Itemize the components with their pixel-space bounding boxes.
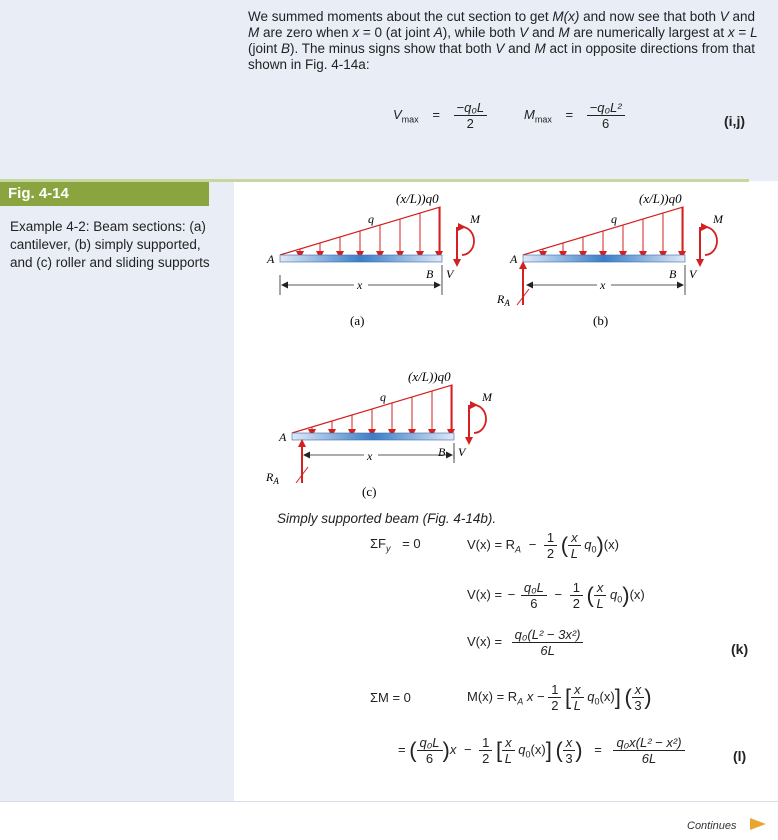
beam-figure [240, 185, 760, 505]
equation-vmax: $V_{max}$ = $\frac{\text{−q₀L}}{2}$ [393, 100, 487, 131]
equation-k3: V(x) = $\frac{\text{q₀(L² − 3x²)}}{6L}$ [467, 627, 583, 658]
v-label-b: V [689, 267, 697, 281]
equation-l2: = ( $\frac{\text{q₀L}}{6}$ )x − $\frac{1}{2}$ [ $\frac{x}{L}$ $q_0(x)$] ( $\frac{x}{3}$ ) = $\frac{\text{q₀x(L² − x²)}}{6L}$ [398, 735, 685, 766]
ra-label-c: $R_A$ [266, 470, 279, 486]
a-label-b: A [510, 252, 518, 266]
equation-mmax: $M_{max}$ = $\frac{\text{−q₀L²}}{6}$ [524, 100, 625, 131]
continues-arrow-icon[interactable] [750, 818, 766, 830]
sublabel-c: (c) [362, 484, 377, 499]
equation-number-ij: (i,j) [724, 113, 745, 129]
x-label-b: x [600, 278, 606, 292]
continues-link[interactable]: Continues [687, 820, 737, 832]
load-label-a: (x/L))q0 [396, 191, 439, 206]
page-bottom-rule [0, 801, 778, 802]
m-label-b: M [713, 212, 723, 226]
intro-paragraph: We summed moments about the cut section to get M(x) and now see that both V and M are zero when x = 0 (at joint A), while both V and M are numerically largest at x = L (joint B). The minus signs show that both V and M act in opposite directions from that shown in Fig. 4-14a: [248, 9, 758, 72]
x-label-c: x [367, 449, 373, 463]
v-label-c: V [458, 445, 466, 459]
equation-l1: $M(x) = R_A$ x − $\frac{1}{2}$ [ $\frac{x}{L}$ $q_0(x)$] ( $\frac{x}{3}$ ) [467, 682, 652, 713]
sublabel-b: (b) [593, 313, 609, 328]
diagram-c [265, 369, 493, 499]
diagram-a [266, 191, 481, 328]
a-label-c: A [279, 430, 287, 444]
b-label-c: B [438, 445, 446, 459]
figure-tag: Fig. 4-14 [0, 182, 209, 206]
q-label-b: q [611, 212, 617, 226]
m-label-c: M [482, 390, 492, 404]
q-label-c: q [380, 390, 386, 404]
equation-k2: V(x) = − $\frac{\text{q₀L}}{6}$ − $\frac{1}{2}$ ( $\frac{x}{L}$ $q_0)(x)$ [467, 580, 645, 611]
b-label-b: B [669, 267, 677, 281]
m-label-a: M [470, 212, 480, 226]
sumfy-label: $\Sigma F_y = 0$ [370, 536, 421, 554]
sidebar-background [0, 181, 234, 801]
a-label-a: A [267, 252, 275, 266]
sublabel-a: (a) [350, 313, 365, 328]
b-label-a: B [426, 267, 434, 281]
summ-label: ΣM = 0 [370, 690, 411, 705]
equation-k1: $V(x) = R_A$ − $\frac{1}{2}$ ( $\frac{x}{L}$ $q_0)(x)$ [467, 530, 619, 561]
load-label-c: (x/L))q0 [408, 369, 451, 384]
v-label-a: V [446, 267, 454, 281]
figure-caption: Example 4-2: Beam sections: (a) cantilever, (b) simply supported, and (c) roller and sliding supports [10, 219, 210, 270]
ra-label-b: $R_A$ [497, 292, 510, 308]
equation-number-k: (k) [731, 641, 749, 657]
q-label-a: q [368, 212, 374, 226]
section-title: Simply supported beam (Fig. 4-14b). [277, 511, 497, 526]
diagram-b [496, 191, 724, 328]
load-label-b: (x/L))q0 [639, 191, 682, 206]
equation-number-l: (l) [733, 748, 747, 764]
x-label-a: x [357, 278, 363, 292]
